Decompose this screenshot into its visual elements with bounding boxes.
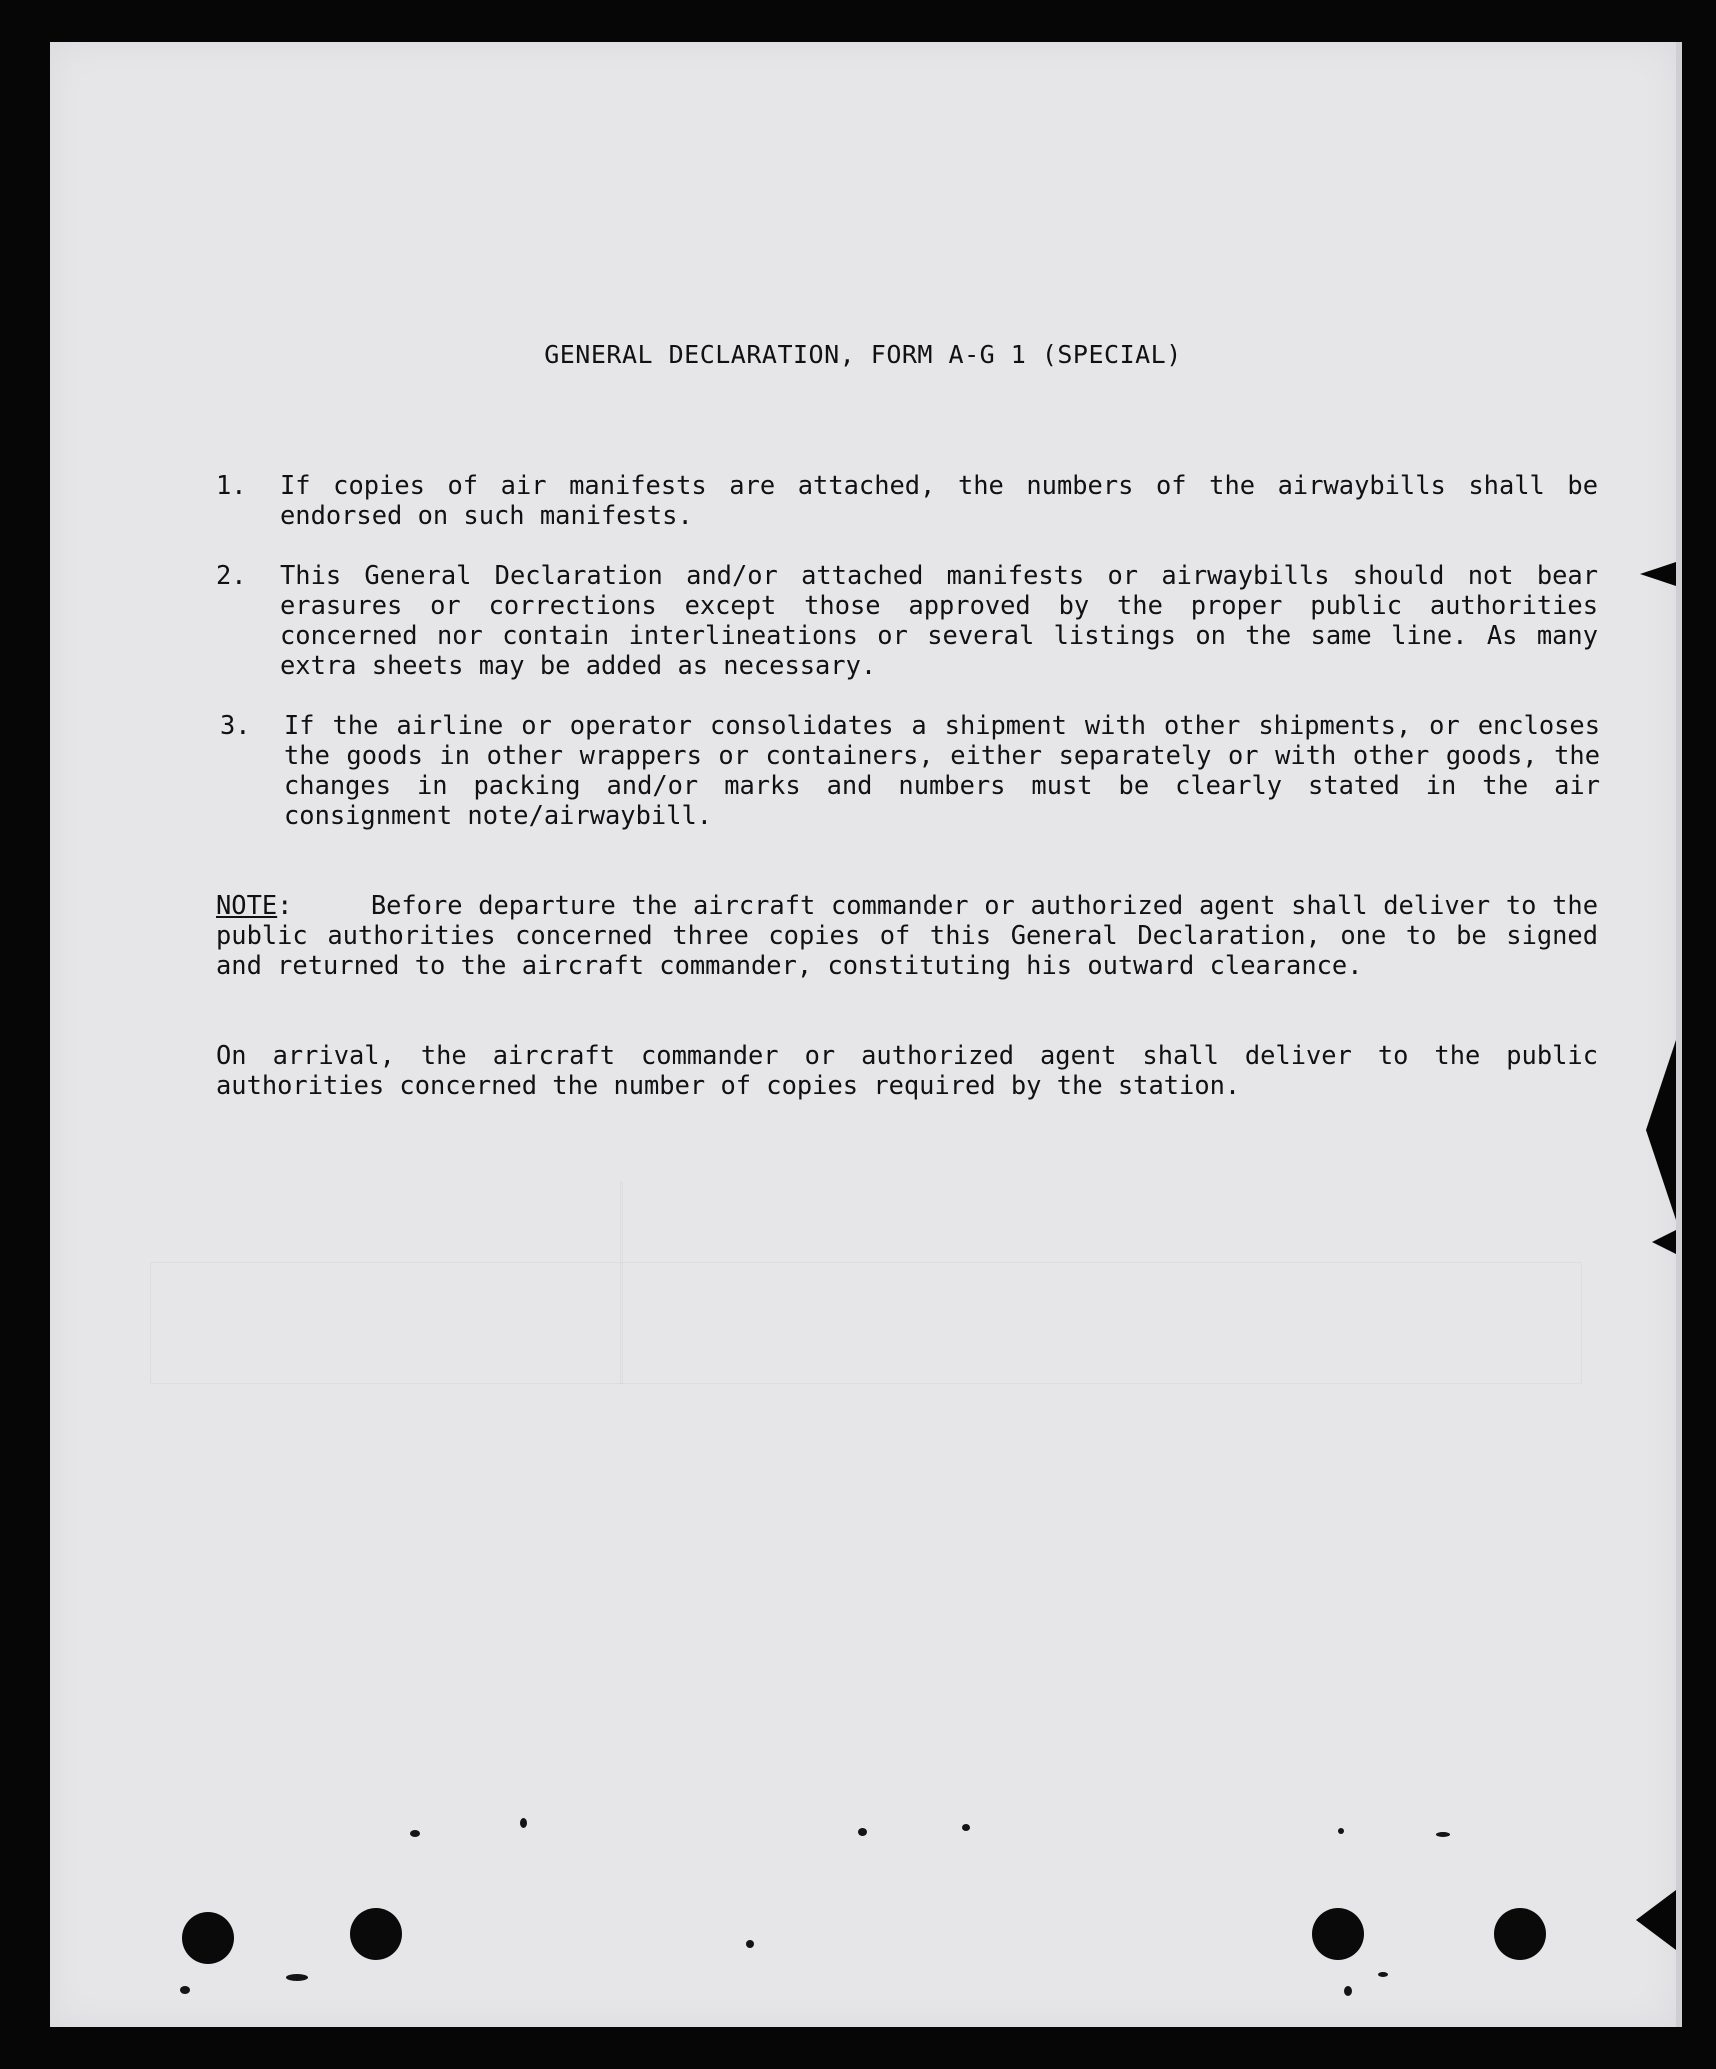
note-separator: : (277, 890, 293, 920)
item-number-2: 2. (216, 560, 247, 590)
punch-hole-4 (1494, 1908, 1546, 1960)
arrival-paragraph: On arrival, the aircraft commander or authorized agent shall deliver to the public authorities concerned the number of copies required by the station. (216, 1040, 1598, 1100)
edge-notch (1646, 1040, 1676, 1220)
speck (286, 1974, 308, 1981)
speck (1436, 1832, 1450, 1837)
punch-hole-3 (1312, 1908, 1364, 1960)
item-text-1: If copies of air manifests are attached, the numbers of the airwaybills shall be endorsed on such manifests. (280, 470, 1598, 530)
item-text-2: This General Declaration and/or attached manifests or airwaybills should not bear erasures or corrections except those approved by the proper public authorities concerned nor contain interlineations or several listings on the same line. As many extra sheets may be added as necessary. (280, 560, 1598, 680)
edge-notch (1636, 1890, 1676, 1950)
speck (1378, 1972, 1388, 1977)
bleed-through-divider (620, 1182, 623, 1384)
speck (520, 1818, 527, 1828)
speck (1344, 1986, 1352, 1996)
document-title: GENERAL DECLARATION, FORM A-G 1 (SPECIAL) (544, 340, 1182, 369)
item-number-1: 1. (216, 470, 247, 500)
punch-hole-1 (182, 1912, 234, 1964)
speck (858, 1828, 867, 1836)
speck (180, 1986, 190, 1994)
edge-notch (1652, 1230, 1676, 1254)
bleed-through-box (150, 1262, 1582, 1384)
item-number-3: 3. (220, 710, 251, 740)
punch-hole-2 (350, 1908, 402, 1960)
note-label: NOTE (216, 890, 278, 920)
item-text-3: If the airline or operator consolidates a shipment with other shipments, or encloses the goods in other wrappers or containers, either separately or with other goods, the changes in packing and/or marks and numbers must be clearly stated in the air consignment note/airwaybill. (284, 710, 1600, 830)
speck (962, 1824, 970, 1831)
edge-notch (1640, 562, 1676, 586)
note-text: Before departure the aircraft commander or authorized agent shall deliver to the public authorities concerned three copies of this General Declaration, one to be signed and returned to the aircraft commander, constituting his outward clearance. (216, 890, 1598, 980)
speck (1338, 1828, 1344, 1834)
document-page (50, 42, 1682, 2027)
note-paragraph (216, 890, 1598, 980)
speck (746, 1940, 754, 1948)
speck (410, 1830, 420, 1837)
